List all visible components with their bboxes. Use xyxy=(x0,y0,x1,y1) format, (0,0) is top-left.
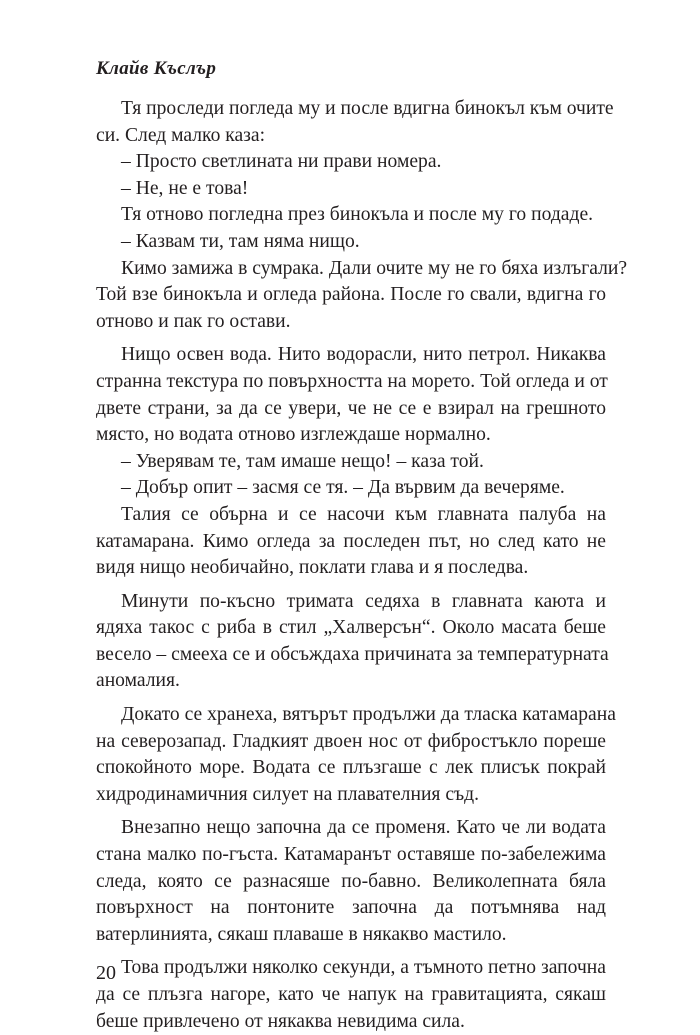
text-line: Минути по-късно тримата седяха в главната каюта и xyxy=(121,590,606,612)
page-number: 20 xyxy=(96,962,116,984)
text-line: си. След малко каза: xyxy=(96,124,266,146)
paragraph-gap xyxy=(96,335,606,342)
text-line: следа, която се разнасяше по-бавно. Великолепната бяла xyxy=(96,870,606,892)
paragraph-gap xyxy=(96,808,606,815)
text-line: весело – смееха се и обсъждаха причината за температурната xyxy=(96,643,609,665)
text-line: – Добър опит – засмя се тя. – Да вървим да вечеряме. xyxy=(121,477,565,499)
text-line: Това продължи няколко секунди, а тъмното петно започна xyxy=(121,957,606,979)
text-line: видя нищо необичайно, поклати глава и я последва. xyxy=(96,557,529,579)
text-line: – Казвам ти, там няма нищо. xyxy=(121,230,360,252)
text-line: беше привлечено от някаква невидима сила. xyxy=(96,1010,465,1032)
text-line: на северозапад. Гладкият двоен нос от фибростъкло пореше xyxy=(96,730,606,752)
paragraph-gap xyxy=(96,582,606,589)
paragraph-gap xyxy=(96,695,606,702)
text-line: отново и пак го остави. xyxy=(96,310,291,332)
text-line: Той взе бинокъла и огледа района. После го свали, вдигна го xyxy=(96,284,606,306)
text-line: повърхност на понтоните започна да потъмнява над xyxy=(96,897,606,919)
text-line: Внезапно нещо започна да се променя. Като че ли водата xyxy=(121,817,606,839)
text-line: двете страни, за да се увери, че не се е взирал на грешното xyxy=(96,397,606,419)
text-line: да се плъзга нагоре, като че напук на гравитацията, сякаш xyxy=(96,984,606,1005)
text-line: хидродинамичния силует на плавателния съд. xyxy=(96,783,480,805)
text-line: Докато се хранеха, вятърът продължи да тласка катамарана xyxy=(121,704,616,726)
text-line: – Уверявам те, там имаше нещо! – каза той. xyxy=(121,450,484,472)
text-line: Кимо замижа в сумрака. Дали очите му не го бяха излъгали? xyxy=(121,257,628,279)
text-line: ядяха такос с риба в стил „Халверсън“. Около масата беше xyxy=(96,617,606,639)
paragraph-gap xyxy=(96,948,606,955)
text-line: катамарана. Кимо огледа за последен път, но след като не xyxy=(96,530,606,552)
text-line: ватерлинията, сякаш плаваше в някакво мастило. xyxy=(96,923,507,945)
running-header: Клайв Къслър xyxy=(96,58,217,79)
text-line: – Не, не е това! xyxy=(121,177,249,199)
text-line: Тя проследи погледа му и после вдигна бинокъл към очите xyxy=(121,98,614,119)
text-line: – Просто светлината ни прави номера. xyxy=(121,151,442,173)
text-line: Талия се обърна и се насочи към главната палуба на xyxy=(121,503,606,525)
text-line: Нищо освен вода. Нито водорасли, нито петрол. Никаква xyxy=(121,344,606,366)
text-line: странна текстура по повърхността на морето. Той огледа и от xyxy=(96,370,608,392)
text-line: място, но водата отново изглеждаше нормално. xyxy=(96,424,491,446)
text-line: Тя отново погледна през бинокъла и после му го подаде. xyxy=(121,204,594,226)
text-line: стана малко по-гъста. Катамаранът оставяше по-забележима xyxy=(96,844,606,866)
text-line: спокойното море. Водата се плъзгаше с лек плисък покрай xyxy=(96,757,606,779)
body-text xyxy=(96,96,628,1035)
text-line: аномалия. xyxy=(96,670,180,692)
